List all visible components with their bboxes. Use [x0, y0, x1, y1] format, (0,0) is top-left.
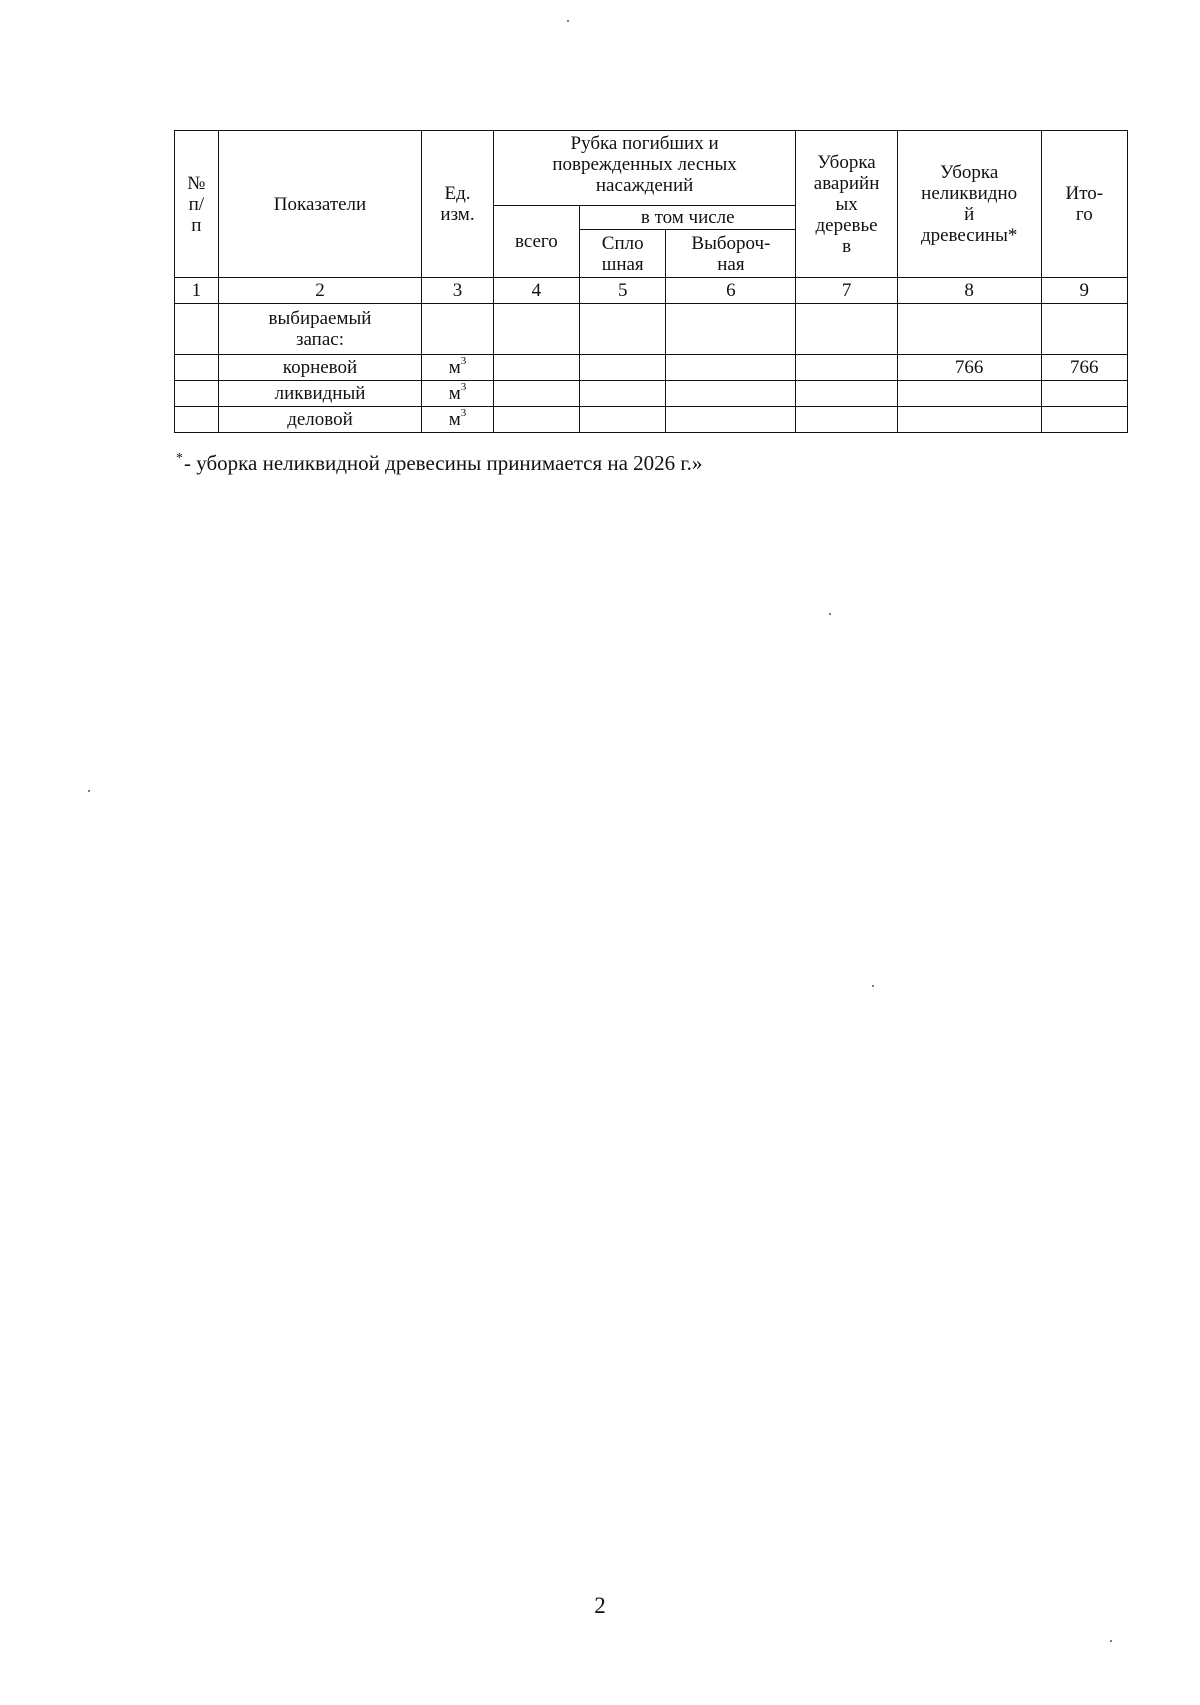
header-emergency-trees: Уборка аварийн ых деревье в [796, 131, 897, 278]
header-including: в том числе [580, 206, 796, 230]
header-indicators: Показатели [218, 131, 422, 278]
row-emergency-cell [796, 407, 897, 433]
row-unit: $м^3$ [422, 381, 493, 407]
column-number: 2 [218, 278, 422, 304]
row-clear-cut-cell [580, 304, 666, 355]
row-total-value: 766 [1041, 355, 1127, 381]
row-emergency-cell [796, 355, 897, 381]
row-clear-cut-cell [580, 355, 666, 381]
scan-speck [1110, 1640, 1112, 1642]
row-selective-cell [666, 304, 796, 355]
row-illiquid-value [897, 381, 1041, 407]
table-row [175, 381, 1128, 407]
logging-indicators-table [174, 130, 1128, 433]
table-row [175, 355, 1128, 381]
row-selective-cell [666, 407, 796, 433]
header-total-sub: всего [493, 206, 579, 278]
row-total-sub-cell [493, 381, 579, 407]
row-emergency-cell [796, 381, 897, 407]
row-clear-cut-cell [580, 381, 666, 407]
table-row [175, 304, 1128, 355]
column-number: 4 [493, 278, 579, 304]
column-number: 1 [175, 278, 219, 304]
header-num: № п/ п [175, 131, 219, 278]
row-unit: $м^3$ [422, 407, 493, 433]
column-number: 3 [422, 278, 493, 304]
page-number: 2 [594, 1593, 606, 1618]
row-num-cell [175, 304, 219, 355]
row-unit [422, 304, 493, 355]
scan-speck [872, 985, 874, 987]
column-number-row [175, 278, 1128, 304]
column-number: 5 [580, 278, 666, 304]
footnote-text: - уборка неликвидной древесины принимается на 2026 г.» [184, 451, 703, 475]
scan-speck [88, 790, 90, 792]
row-num-cell [175, 355, 219, 381]
row-unit: $м^3$ [422, 355, 493, 381]
row-total-value [1041, 381, 1127, 407]
column-number: 9 [1041, 278, 1127, 304]
row-selective-cell [666, 381, 796, 407]
row-total-sub-cell [493, 407, 579, 433]
row-total-cell [1041, 304, 1127, 355]
row-total-sub-cell [493, 355, 579, 381]
row-total-value [1041, 407, 1127, 433]
row-indicator: выбираемый запас: [218, 304, 422, 355]
header-logging-group: Рубка погибших и поврежденных лесных насаждений [493, 131, 796, 206]
row-clear-cut-cell [580, 407, 666, 433]
row-num-cell [175, 407, 219, 433]
row-indicator: деловой [218, 407, 422, 433]
column-number: 7 [796, 278, 897, 304]
header-total: Ито- го [1041, 131, 1127, 278]
column-number: 6 [666, 278, 796, 304]
header-clear-cut: Спло шная [580, 230, 666, 278]
header-selective-cut: Выбороч- ная [666, 230, 796, 278]
footnote-marker: * [176, 451, 183, 466]
header-illiquid-wood: Уборка неликвидно й древесины* [897, 131, 1041, 278]
header-unit: Ед. изм. [422, 131, 493, 278]
row-emergency-cell [796, 304, 897, 355]
header-row-1 [175, 131, 1128, 206]
row-indicator: ликвидный [218, 381, 422, 407]
row-indicator: корневой [218, 355, 422, 381]
row-num-cell [175, 381, 219, 407]
scan-speck [567, 20, 569, 22]
footnote [176, 450, 702, 480]
row-total-sub-cell [493, 304, 579, 355]
row-selective-cell [666, 355, 796, 381]
row-illiquid-value [897, 407, 1041, 433]
scan-speck [829, 613, 831, 615]
row-illiquid-value: 766 [897, 355, 1041, 381]
table-row [175, 407, 1128, 433]
row-illiquid-cell [897, 304, 1041, 355]
column-number: 8 [897, 278, 1041, 304]
